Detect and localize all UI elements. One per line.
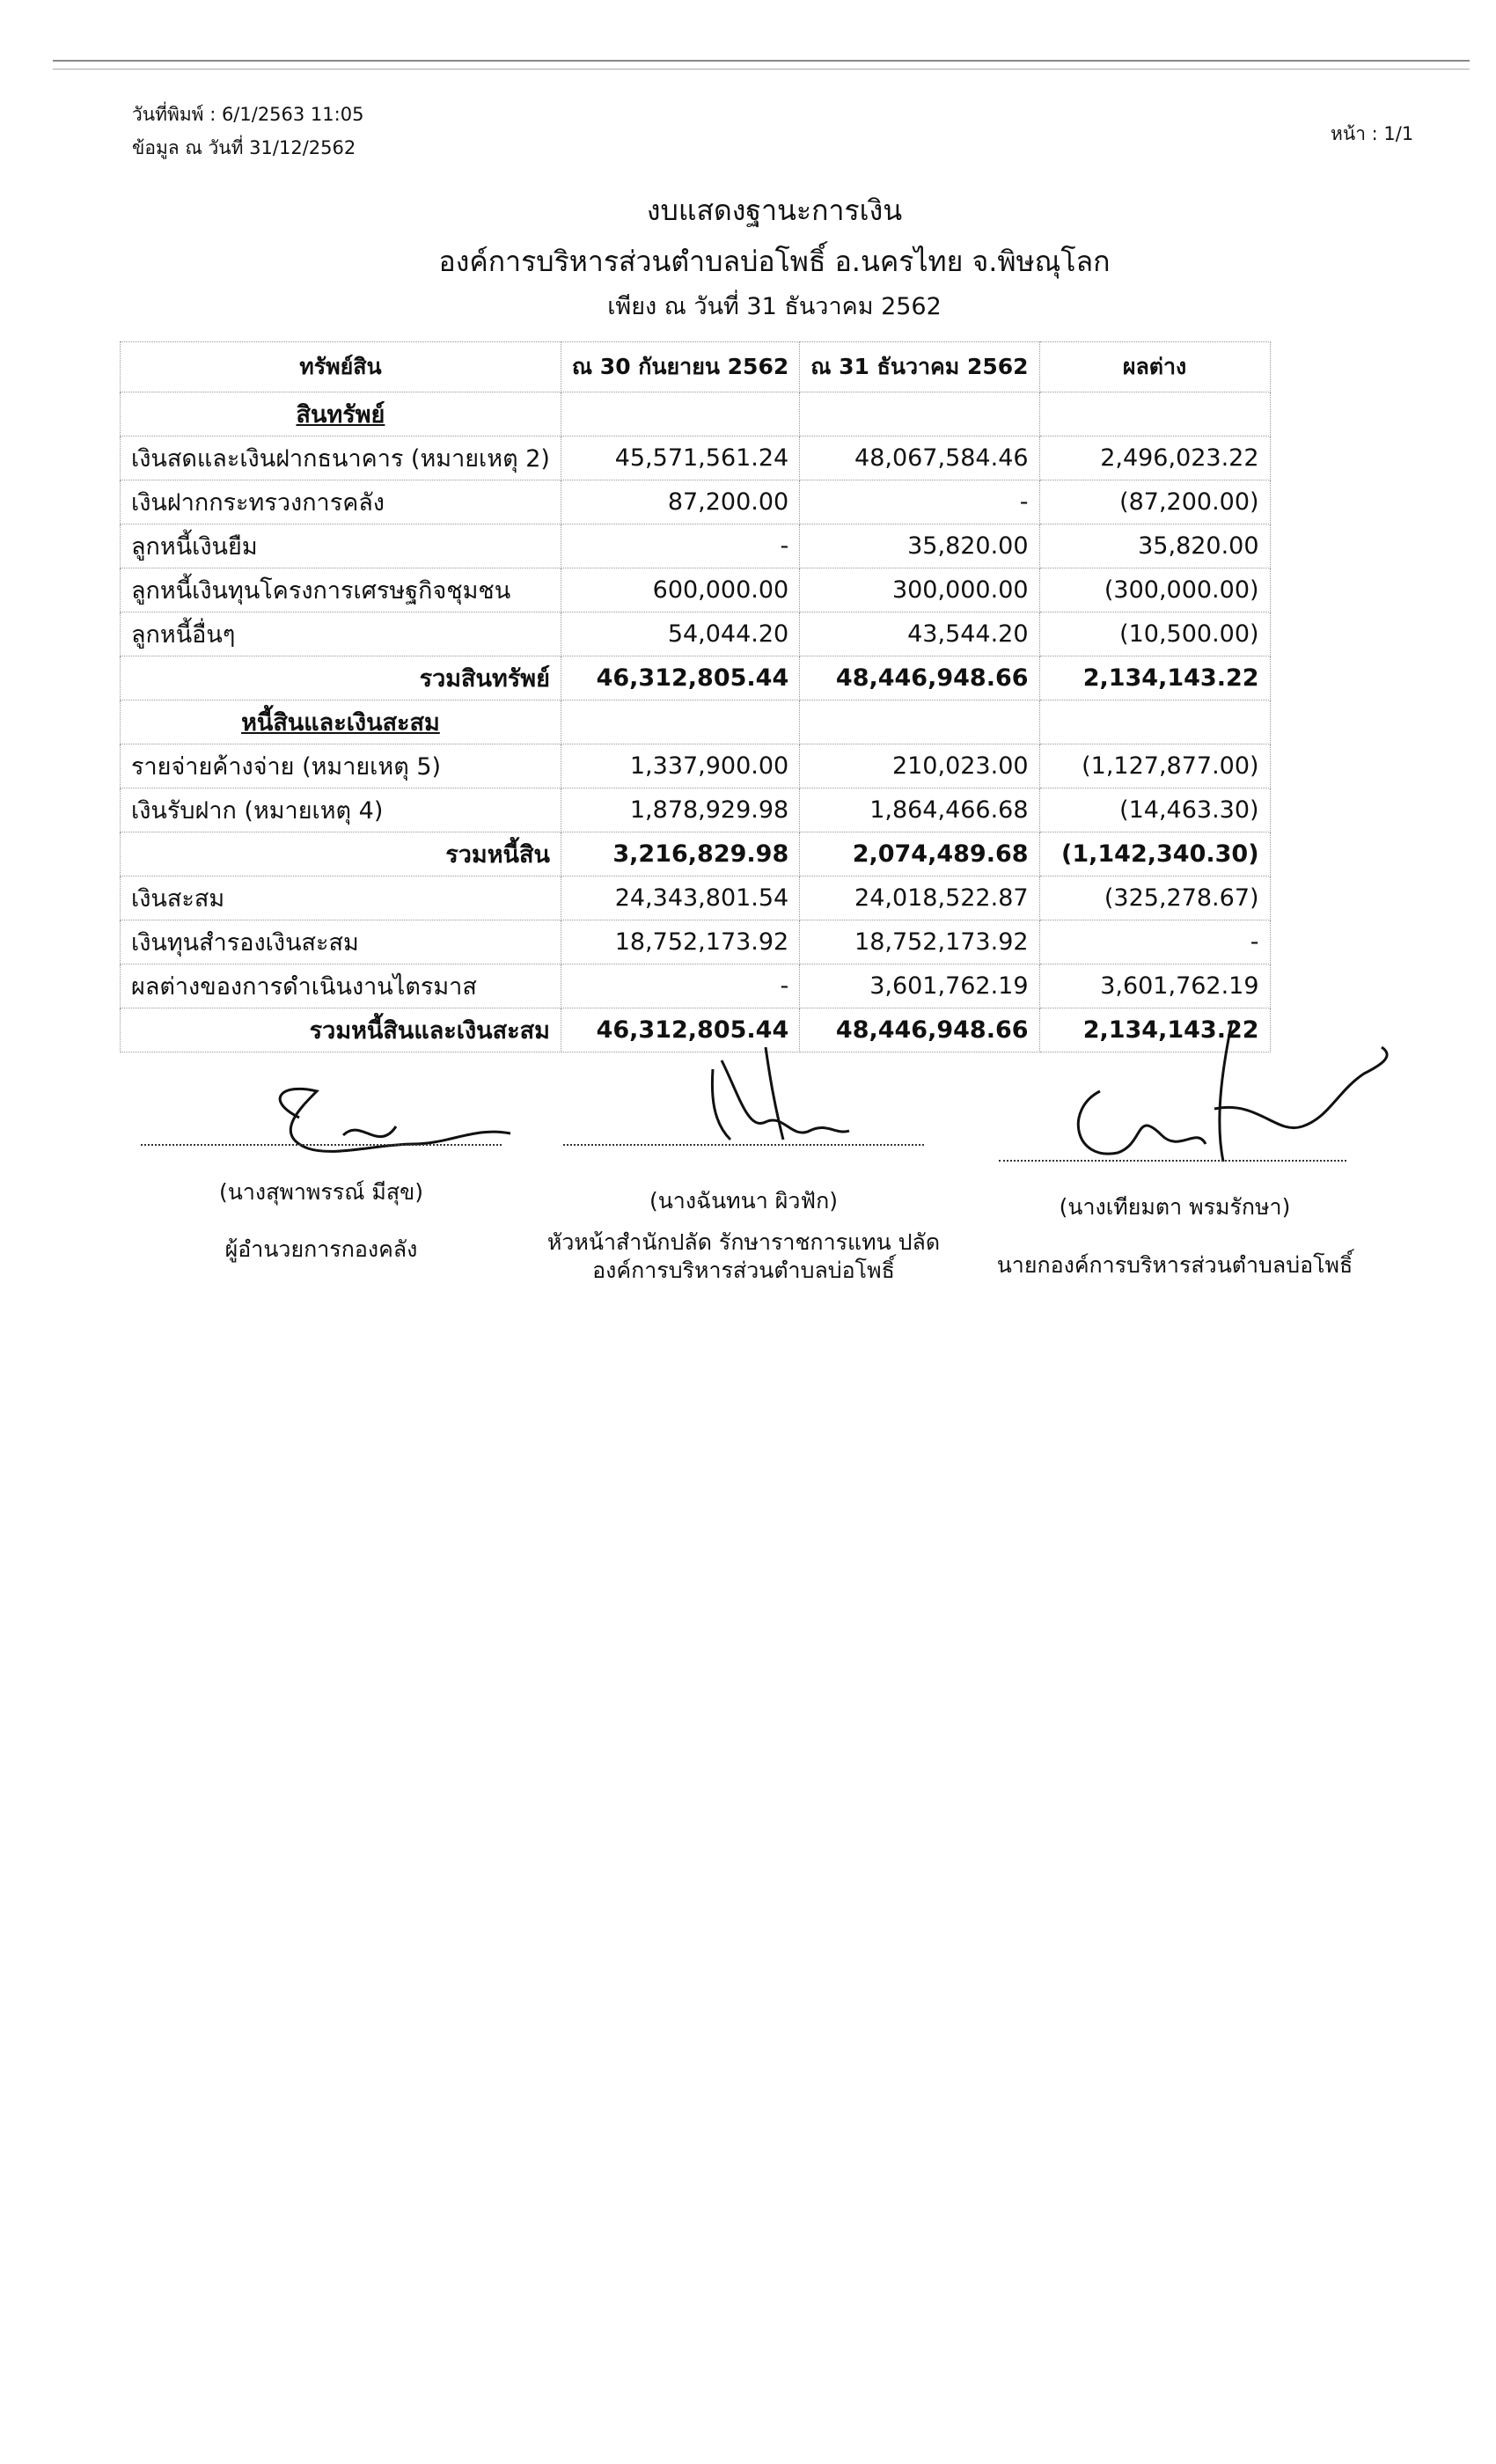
col-header-sep: ณ 30 กันยายน 2562: [561, 342, 799, 392]
table-row: [121, 612, 1271, 656]
cell-diff: -: [1039, 920, 1270, 964]
cell-dec: -: [800, 480, 1039, 524]
total-row-liabilities: [121, 832, 1271, 876]
row-label: ลูกหนี้อื่นๆ: [121, 612, 561, 656]
row-label: เงินสดและเงินฝากธนาคาร (หมายเหตุ 2): [121, 436, 561, 480]
cell-diff: 2,134,143.22: [1039, 656, 1270, 700]
row-label: เงินทุนสำรองเงินสะสม: [121, 920, 561, 964]
organization-name: องค์การบริหารส่วนตำบลบ่อโพธิ์ อ.นครไทย จ.พิษณุโลก: [438, 245, 1111, 278]
report-date: เพียง ณ วันที่ 31 ธันวาคม 2562: [607, 293, 942, 320]
signatory-2-name: (นางฉันทนา ผิวฟัก): [649, 1188, 839, 1214]
section-row-liabilities: [121, 700, 1271, 744]
section-heading: [121, 700, 561, 744]
cell-diff: (10,500.00): [1039, 612, 1270, 656]
row-label: เงินสะสม: [121, 876, 561, 920]
report-title: งบแสดงฐานะการเงิน: [646, 194, 903, 227]
signatory-2-title: หัวหน้าสำนักปลัด รักษาราชการแทน ปลัด: [546, 1229, 941, 1255]
table-row: [121, 568, 1271, 612]
cell-dec: 43,544.20: [800, 612, 1039, 656]
cell-sep: 46,312,805.44: [561, 656, 799, 700]
section-liabilities-label: หนี้สินและเงินสะสม: [241, 709, 440, 737]
cell-dec: 48,446,948.66: [800, 1008, 1039, 1052]
signature-line-3: [999, 1160, 1346, 1162]
cell-diff: 3,601,762.19: [1039, 964, 1270, 1008]
signature-line-1: [141, 1144, 502, 1146]
section-assets-label: สินทรัพย์: [296, 401, 385, 429]
table-row: [121, 876, 1271, 920]
data-as-of-date: ข้อมูล ณ วันที่ 31/12/2562: [132, 137, 356, 158]
scan-border-top-2: [53, 69, 1470, 70]
signature-2: [686, 1043, 862, 1157]
cell-sep: 45,571,561.24: [561, 436, 799, 480]
row-label: เงินรับฝาก (หมายเหตุ 4): [121, 788, 561, 832]
total-label: รวมสินทรัพย์: [121, 656, 561, 700]
cell-sep: -: [561, 524, 799, 568]
scan-border-top: [53, 60, 1470, 62]
cell-sep: 18,752,173.92: [561, 920, 799, 964]
col-header-assets: ทรัพย์สิน: [121, 342, 561, 392]
cell-sep: 54,044.20: [561, 612, 799, 656]
total-label: รวมหนี้สิน: [121, 832, 561, 876]
col-header-diff: ผลต่าง: [1039, 342, 1270, 392]
cell-dec: 48,446,948.66: [800, 656, 1039, 700]
row-label: ลูกหนี้เงินยืม: [121, 524, 561, 568]
cell-diff: (300,000.00): [1039, 568, 1270, 612]
signatory-1-name: (นางสุพาพรรณ์ มีสุข): [219, 1179, 423, 1205]
section-row-assets: [121, 392, 1271, 436]
cell-sep: 87,200.00: [561, 480, 799, 524]
table-row: [121, 436, 1271, 480]
print-date: วันที่พิมพ์ : 6/1/2563 11:05: [132, 104, 364, 125]
page-number: หน้า : 1/1: [1331, 123, 1414, 144]
table-header-row: [121, 342, 1271, 392]
cell-sep: 46,312,805.44: [561, 1008, 799, 1052]
table-row: [121, 524, 1271, 568]
cell-dec: 1,864,466.68: [800, 788, 1039, 832]
signatory-3-name: (นางเทียมตา พรมรักษา): [1059, 1194, 1291, 1220]
cell-sep: 1,337,900.00: [561, 744, 799, 788]
cell-diff: 2,496,023.22: [1039, 436, 1270, 480]
table-row: [121, 788, 1271, 832]
cell-diff: (1,127,877.00): [1039, 744, 1270, 788]
row-label: ผลต่างของการดำเนินงานไตรมาส: [121, 964, 561, 1008]
table-row: [121, 480, 1271, 524]
col-header-dec: ณ 31 ธันวาคม 2562: [800, 342, 1039, 392]
section-heading: [121, 392, 561, 436]
cell-diff: (325,278.67): [1039, 876, 1270, 920]
cell-dec: 300,000.00: [800, 568, 1039, 612]
row-label: ลูกหนี้เงินทุนโครงการเศรษฐกิจชุมชน: [121, 568, 561, 612]
signatory-1-title: ผู้อำนวยการกองคลัง: [224, 1236, 418, 1262]
table-row: [121, 964, 1271, 1008]
cell-diff: (87,200.00): [1039, 480, 1270, 524]
signature-1: [246, 1065, 528, 1170]
cell-dec: 210,023.00: [800, 744, 1039, 788]
cell-diff: (1,142,340.30): [1039, 832, 1270, 876]
table-row: [121, 920, 1271, 964]
row-label: เงินฝากกระทรวงการคลัง: [121, 480, 561, 524]
cell-dec: 18,752,173.92: [800, 920, 1039, 964]
cell-dec: 24,018,522.87: [800, 876, 1039, 920]
signature-line-2: [563, 1144, 924, 1146]
total-label: รวมหนี้สินและเงินสะสม: [121, 1008, 561, 1052]
cell-dec: 48,067,584.46: [800, 436, 1039, 480]
financial-statement-table: [120, 341, 1271, 1052]
cell-sep: -: [561, 964, 799, 1008]
cell-dec: 35,820.00: [800, 524, 1039, 568]
signatory-3-title: นายกองค์การบริหารส่วนตำบลบ่อโพธิ์: [996, 1252, 1353, 1278]
table-row: [121, 744, 1271, 788]
row-label: รายจ่ายค้างจ่าย (หมายเหตุ 5): [121, 744, 561, 788]
cell-diff: 35,820.00: [1039, 524, 1270, 568]
cell-sep: 1,878,929.98: [561, 788, 799, 832]
cell-diff: (14,463.30): [1039, 788, 1270, 832]
cell-dec: 2,074,489.68: [800, 832, 1039, 876]
cell-sep: 24,343,801.54: [561, 876, 799, 920]
total-row-assets: [121, 656, 1271, 700]
cell-sep: 600,000.00: [561, 568, 799, 612]
cell-sep: 3,216,829.98: [561, 832, 799, 876]
cell-diff: 2,134,143.22: [1039, 1008, 1270, 1052]
signature-3: [1047, 1012, 1399, 1179]
cell-dec: 3,601,762.19: [800, 964, 1039, 1008]
signatory-2-title-line2: องค์การบริหารส่วนตำบลบ่อโพธิ์: [592, 1258, 895, 1283]
